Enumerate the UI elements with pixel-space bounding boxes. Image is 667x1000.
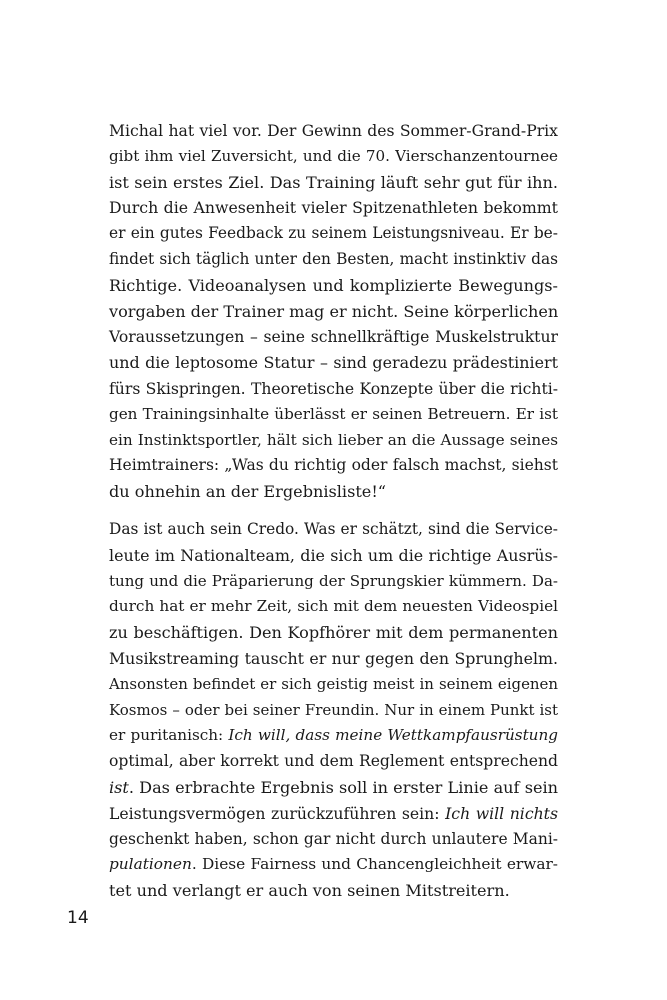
paragraph-line: und die leptosome Statur – sind geradezu prädestiniert [109, 353, 558, 373]
paragraph-line [109, 852, 558, 878]
paragraph-line: zu beschäftigen. Den Kopfhörer mit dem permanenten [109, 623, 558, 643]
paragraph-line: fürs Skispringen. Theoretische Konzepte über die richti- [109, 378, 558, 398]
italic-quote: ist [109, 777, 129, 797]
paragraph-line: Michal hat viel vor. Der Gewinn des Sommer-Grand-Prix [109, 121, 558, 140]
paragraph-2 [109, 517, 558, 904]
paragraph-line: Das ist auch sein Credo. Was er schätzt, sind die Service- [109, 520, 558, 538]
paragraph-line: er ein gutes Feedback zu seinem Leistungsniveau. Er be- [109, 224, 558, 243]
paragraph-line [109, 801, 558, 827]
paragraph-text: er puritanisch: [109, 726, 229, 745]
paragraph-line: Musikstreaming tauscht er nur gegen den Sprunghelm. [109, 648, 558, 668]
italic-quote-line: optimal, aber korrekt und dem Reglement entsprechend [109, 752, 558, 771]
paragraph-line: durch hat er mehr Zeit, sich mit dem neuesten Videospiel [109, 597, 558, 616]
paragraph-line: findet sich täglich unter den Besten, macht instinktiv das [109, 249, 558, 268]
paragraph-text: . Diese Fairness und Chancengleichheit erwar- [191, 855, 558, 874]
paragraph-line: Ansonsten befindet er sich geistig meist in seinem eigenen [109, 674, 558, 693]
paragraph-line: vorgaben der Trainer mag er nicht. Seine körperlichen [109, 301, 559, 321]
paragraph-text: . Das erbrachte Ergebnis soll in erster Linie auf sein [128, 777, 558, 797]
paragraph-line: Kosmos – oder bei seiner Freundin. Nur in einem Punkt ist [109, 700, 558, 719]
paragraph-line: du ohnehin an der Ergebnisliste!“ [109, 482, 387, 502]
italic-quote-line: geschenkt haben, schon gar nicht durch unlautere Mani- [109, 829, 558, 848]
italic-quote: Ich will, dass meine Wettkampfausrüstung [228, 726, 558, 745]
paragraph-line: Voraussetzungen – seine schnellkräftige Muskelstruktur [109, 327, 558, 347]
italic-quote: Ich will nichts [445, 803, 558, 823]
paragraph-line: gibt ihm viel Zuversicht, und die 70. Vierschanzentournee [109, 146, 558, 165]
paragraph-line [109, 775, 558, 801]
paragraph-1 [109, 118, 558, 505]
paragraph-line: Richtige. Videoanalysen und komplizierte Bewegungs- [109, 275, 558, 295]
paragraph-line: Heimtrainers: „Was du richtig oder falsch machst, siehst [109, 456, 558, 475]
paragraph-line: ein Instinktsportler, hält sich lieber an die Aussage seines [109, 430, 558, 449]
paragraph-line [109, 723, 558, 749]
paragraph-text: Leistungsvermögen zurückzuführen sein: [109, 803, 446, 823]
paragraph-line: ist sein erstes Ziel. Das Training läuft sehr gut für ihn. [109, 172, 558, 192]
paragraph-line: leute im Nationalteam, die sich um die richtige Ausrüs- [109, 545, 558, 565]
paragraph-line: gen Trainingsinhalte überlässt er seinen Betreuern. Er ist [109, 404, 558, 423]
italic-quote: pulationen [109, 855, 192, 874]
paragraph-line: tung und die Präparierung der Sprungskier kümmern. Da- [109, 571, 558, 590]
paragraph-line: tet und verlangt er auch von seinen Mitstreitern. [109, 881, 510, 901]
paragraph-line: Durch die Anwesenheit vieler Spitzenathleten bekommt [109, 198, 558, 218]
page-number: 14 [67, 908, 89, 928]
